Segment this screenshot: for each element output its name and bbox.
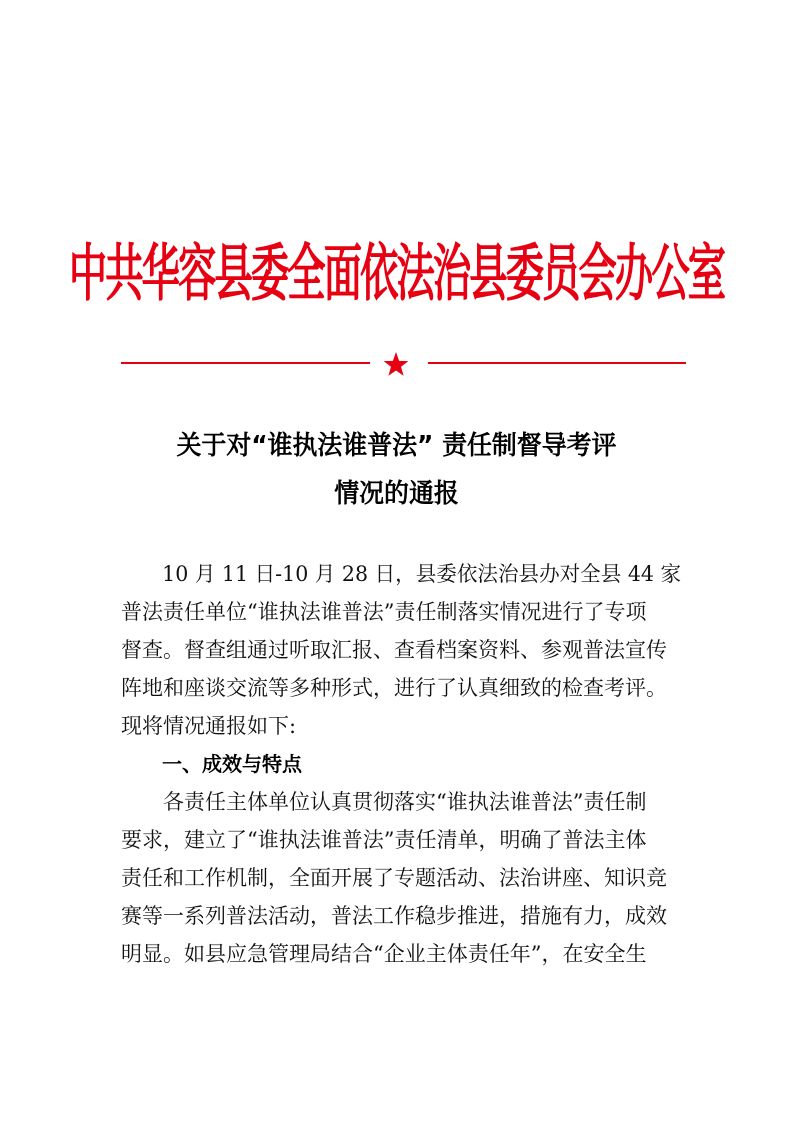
paragraph-1-line: 现将情况通报如下: <box>121 714 297 738</box>
document-title-line-1: 关于对“谁执法谁普法” 责任制督导考评 <box>176 431 617 461</box>
paragraph-1-line: 阵地和座谈交流等多种形式，进行了认真细致的检查考评。 <box>121 676 667 700</box>
paragraph-1-line: 10 月 11 日-10 月 28 日，县委依法治县办对全县 44 家 <box>121 562 682 586</box>
divider-rule-right <box>428 362 686 364</box>
paragraph-2-line: 责任和工作机制，全面开展了专题活动、法治讲座、知识竞 <box>121 866 667 890</box>
document-title-line-2: 情况的通报 <box>334 479 459 509</box>
section-heading: 一、成效与特点 <box>162 752 302 776</box>
star-icon <box>383 352 409 376</box>
divider-rule-left <box>121 362 370 364</box>
paragraph-2-line: 各责任主体单位认真贯彻落实“谁执法谁普法”责任制 <box>121 790 647 814</box>
paragraph-2-line: 要求，建立了“谁执法谁普法”责任清单，明确了普法主体 <box>121 828 647 852</box>
paragraph-2-line: 明显。如县应急管理局结合“企业主体责任年”，在安全生 <box>121 942 647 966</box>
paragraph-2-line: 赛等一系列普法活动，普法工作稳步推进，措施有力，成效 <box>121 904 667 928</box>
paragraph-1-line: 督查。督查组通过听取汇报、查看档案资料、参观普法宣传 <box>121 638 667 662</box>
organization-header: 中共华容县委全面依法治县委员会办公室 <box>68 237 725 311</box>
paragraph-1-line: 普法责任单位“谁执法谁普法”责任制落实情况进行了专项 <box>121 600 647 624</box>
header-divider <box>0 352 793 374</box>
